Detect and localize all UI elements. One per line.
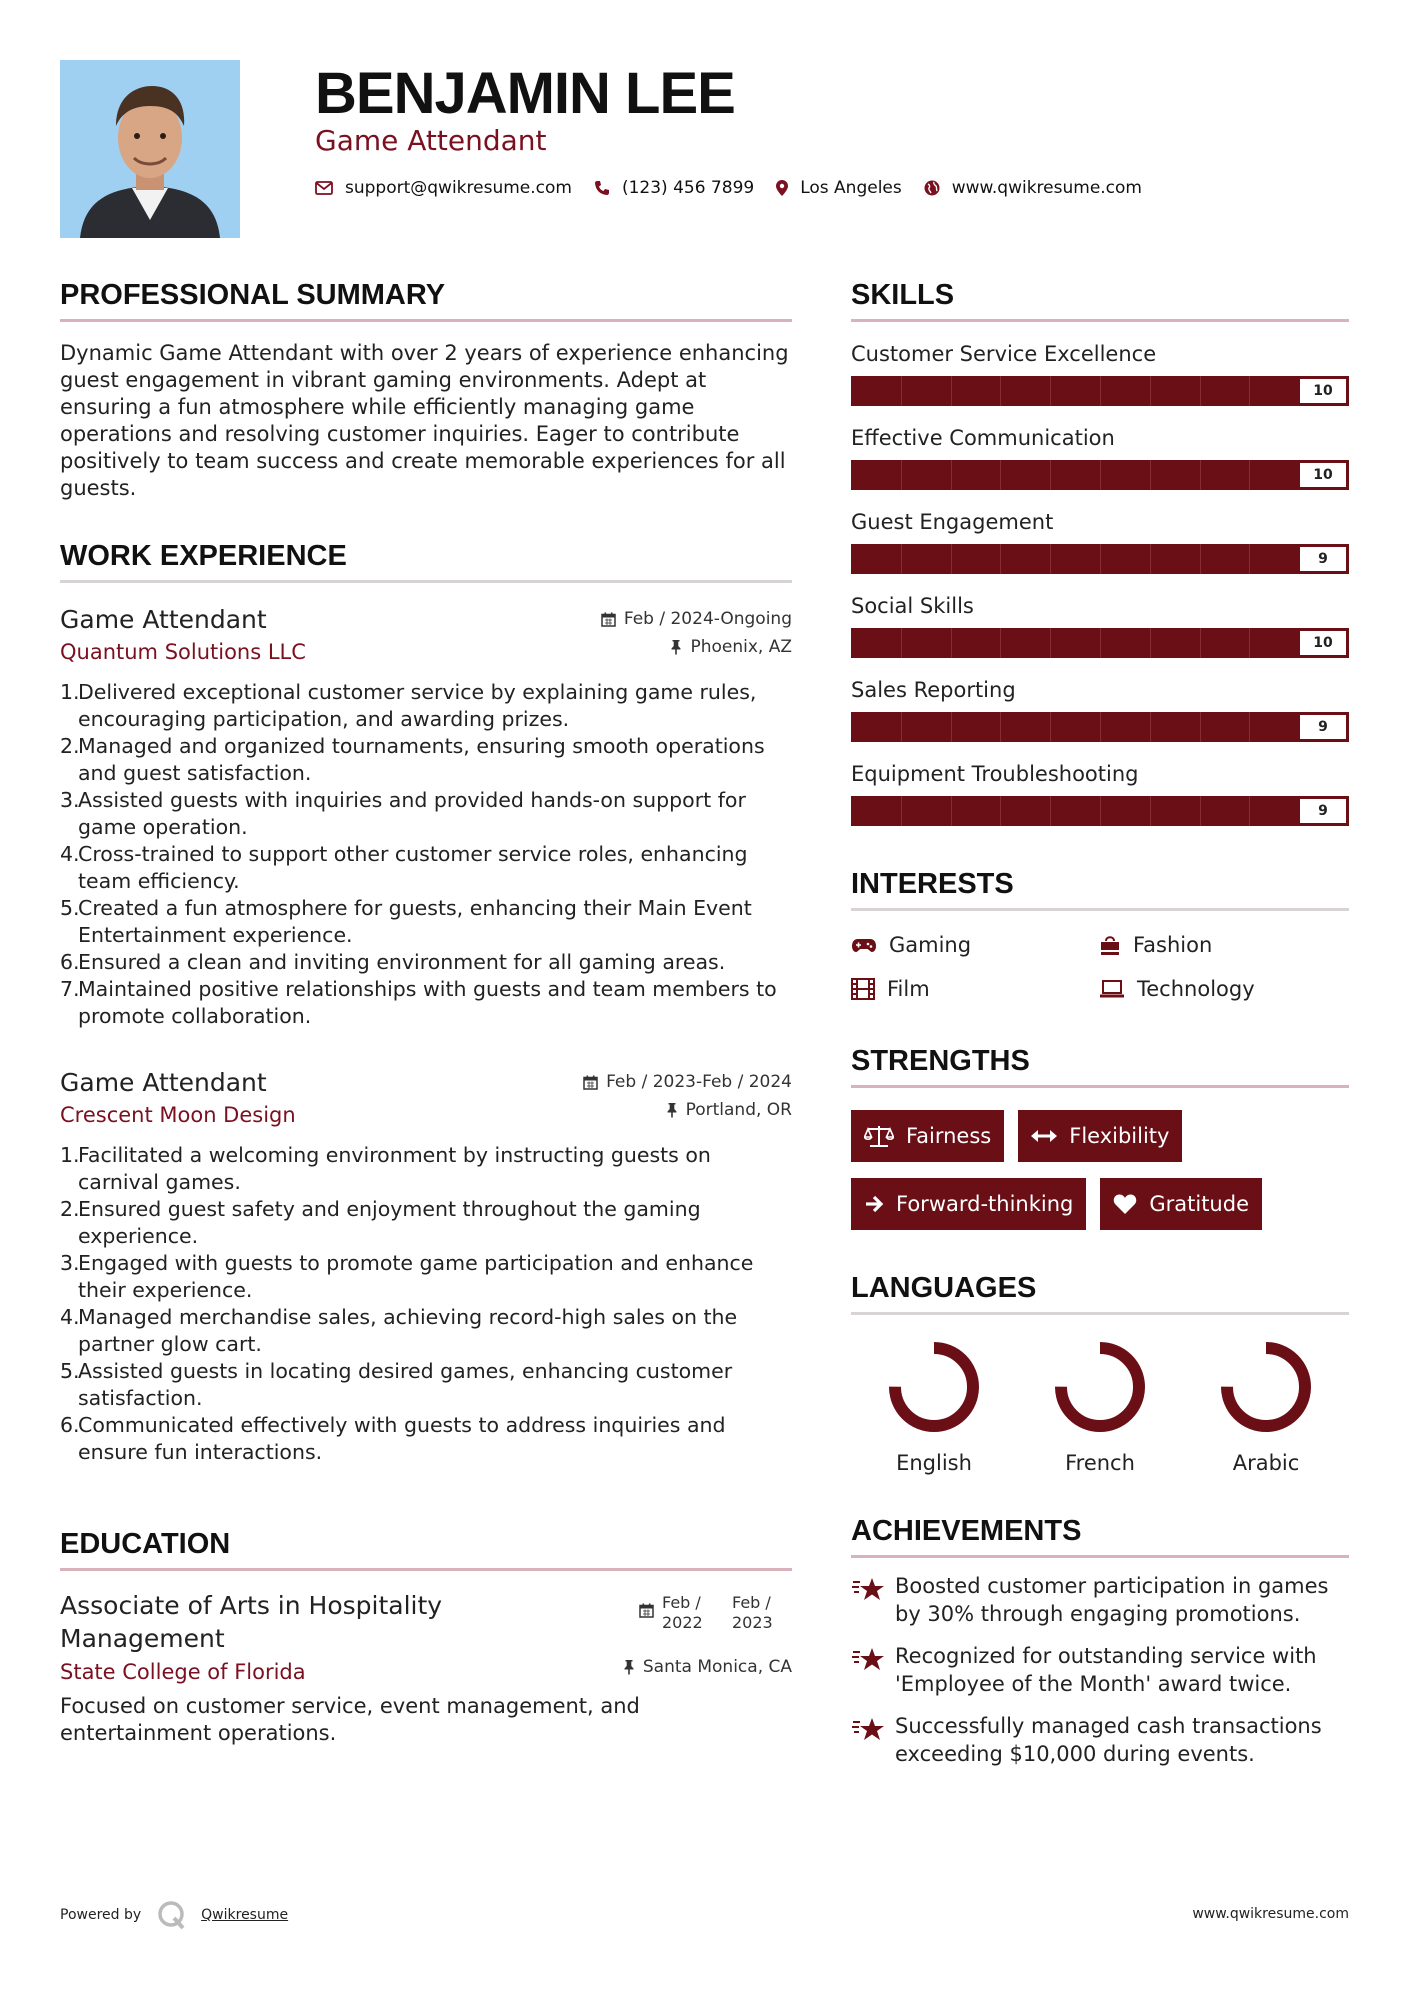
list-item: 5. Created a fun atmosphere for guests, enhancing their Main Event Entertainment experience. [60, 895, 792, 949]
list-item: 5. Assisted guests in locating desired games, enhancing customer satisfaction. [60, 1358, 792, 1412]
skills-list [851, 340, 1349, 826]
language-item [1183, 1339, 1349, 1475]
strength-chip [1100, 1178, 1262, 1230]
language-item [851, 1339, 1017, 1475]
bullet-text: Managed merchandise sales, achieving record-high sales on the partner glow cart. [78, 1305, 738, 1356]
interest-label: Gaming [889, 933, 972, 957]
calendar-icon [583, 1075, 598, 1090]
left-column [60, 275, 792, 1747]
skill-bar-segment-divider [1150, 376, 1151, 406]
skill-bar-segment-divider [1249, 796, 1250, 826]
skill-bar-segment-divider [1100, 544, 1101, 574]
skill-item [851, 508, 1349, 574]
skill-bar-segment-divider [1200, 460, 1201, 490]
skill-bar-segment-divider [1150, 460, 1151, 490]
list-item: 4. Cross-trained to support other customer service roles, enhancing team efficiency. [60, 841, 792, 895]
skill-bar-segment-divider [901, 460, 902, 490]
calendar-icon [601, 612, 616, 627]
language-level-arc [895, 1348, 973, 1426]
interest-item [1099, 933, 1349, 957]
skill-bar-segment-divider [1150, 628, 1151, 658]
languages-heading: LANGUAGES [851, 1272, 1037, 1304]
skill-bar-segment-divider [1050, 628, 1051, 658]
education-description: Focused on customer service, event management, and entertainment operations. [60, 1694, 640, 1745]
bullet-text: Created a fun atmosphere for guests, enhancing their Main Event Entertainment experience. [78, 896, 752, 947]
skill-bar [851, 628, 1349, 658]
job-location [670, 637, 792, 657]
skill-bar-fill [851, 712, 1299, 742]
job-entry [60, 603, 792, 1030]
skill-bar-segment-divider [1100, 376, 1101, 406]
globe-icon [924, 180, 940, 196]
contact-location: Los Angeles [800, 178, 902, 198]
language-level-ring [886, 1339, 982, 1435]
job-location-text: Portland, OR [685, 1100, 792, 1120]
skill-bar-segment-divider [951, 796, 952, 826]
list-item: 2. Managed and organized tournaments, ensuring smooth operations and guest satisfaction. [60, 733, 792, 787]
skill-bar-segment-divider [1249, 628, 1250, 658]
skill-bar-segment-divider [1249, 712, 1250, 742]
candidate-name: BENJAMIN LEE [315, 61, 735, 126]
footer-url[interactable]: www.qwikresume.com [1192, 1906, 1349, 1922]
skill-bar [851, 460, 1349, 490]
bullet-text: Cross-trained to support other customer service roles, enhancing team efficiency. [78, 842, 748, 893]
skill-score: 10 [1297, 376, 1349, 406]
education-section [60, 1524, 792, 1747]
skill-bar-segment-divider [901, 628, 902, 658]
star-icon [851, 1646, 895, 1672]
language-name: French [1065, 1451, 1135, 1475]
film-icon [851, 978, 875, 1000]
skill-name: Sales Reporting [851, 678, 1016, 702]
section-divider [60, 580, 792, 583]
skill-bar-segment-divider [951, 712, 952, 742]
skill-name: Social Skills [851, 594, 974, 618]
bullet-text: Communicated effectively with guests to address inquiries and ensure fun interactions. [78, 1413, 726, 1464]
language-name: Arabic [1232, 1451, 1300, 1475]
arrows-h-icon [1031, 1129, 1057, 1143]
envelope-icon [315, 181, 333, 195]
skill-bar-segment-divider [1200, 628, 1201, 658]
job-bullets [60, 679, 792, 1030]
summary-text: Dynamic Game Attendant with over 2 years of experience enhancing guest engagement in vibrant gaming environments. Adept at ensuring a fun atmosphere while efficiently managing game operations and resolving customer inquiries. Eager to contribute positively to team success and create memorable experiences for all guests. [60, 341, 789, 500]
skill-bar-segment-divider [1000, 460, 1001, 490]
experience-section [60, 536, 792, 1466]
skill-bar-segment-divider [901, 712, 902, 742]
interest-item [1099, 977, 1349, 1001]
skill-bar-segment-divider [1050, 460, 1051, 490]
degree-title: Associate of Arts in Hospitality Management [60, 1591, 443, 1653]
pushpin-icon [670, 639, 682, 655]
laptop-icon [1099, 980, 1125, 998]
skill-name: Guest Engagement [851, 510, 1054, 534]
skills-heading: SKILLS [851, 279, 955, 311]
skill-bar-segment-divider [1249, 460, 1250, 490]
section-divider [851, 1555, 1349, 1558]
bullet-text: Assisted guests in locating desired games, enhancing customer satisfaction. [78, 1359, 733, 1410]
list-item: 3. Assisted guests with inquiries and provided hands-on support for game operation. [60, 787, 792, 841]
contact-phone[interactable]: (123) 456 7899 [621, 178, 755, 198]
education-heading: EDUCATION [60, 1528, 231, 1560]
skill-bar-segment-divider [1050, 544, 1051, 574]
strength-label: Forward-thinking [896, 1192, 1074, 1216]
job-company: Crescent Moon Design [60, 1103, 296, 1127]
skill-item [851, 760, 1349, 826]
skill-bar-segment-divider [1100, 796, 1101, 826]
contact-email[interactable]: support@qwikresume.com [345, 178, 572, 198]
strength-label: Gratitude [1149, 1192, 1249, 1216]
bullet-text: Delivered exceptional customer service by explaining game rules, encouraging participation, and awarding prizes. [78, 680, 757, 731]
summary-heading: PROFESSIONAL SUMMARY [60, 279, 446, 311]
strength-label: Flexibility [1069, 1124, 1170, 1148]
interest-label: Film [887, 977, 930, 1001]
skill-name: Equipment Troubleshooting [851, 762, 1139, 786]
language-level-ring [1052, 1339, 1148, 1435]
school-name: State College of Florida [60, 1660, 306, 1684]
section-divider [851, 319, 1349, 322]
list-item: 7. Maintained positive relationships with guests and team members to promote collaboration. [60, 976, 792, 1030]
skill-bar-segment-divider [1000, 712, 1001, 742]
section-divider [851, 1085, 1349, 1088]
experience-heading: WORK EXPERIENCE [60, 540, 347, 572]
achievements-heading: ACHIEVEMENTS [851, 1515, 1082, 1547]
skill-bar-fill [851, 544, 1299, 574]
section-divider [851, 1312, 1349, 1315]
candidate-title: Game Attendant [315, 124, 547, 157]
strengths-heading: STRENGTHS [851, 1045, 1030, 1077]
skill-bar-segment-divider [1000, 628, 1001, 658]
skill-bar-segment-divider [1200, 712, 1201, 742]
skill-score: 9 [1297, 712, 1349, 742]
list-item: 1. Delivered exceptional customer service by explaining game rules, encouraging participation, and awarding prizes. [60, 679, 792, 733]
language-level-arc [1227, 1348, 1305, 1426]
education-end-year: 2023 [732, 1613, 773, 1632]
education-end-month: Feb / [732, 1593, 771, 1612]
achievement-item [851, 1712, 1349, 1768]
interests-section [851, 864, 1349, 1001]
skill-bar-segment-divider [1100, 460, 1101, 490]
balance-scale-icon [864, 1125, 894, 1147]
education-start-year: 2022 [662, 1613, 703, 1632]
skill-bar-segment-divider [1000, 376, 1001, 406]
skill-item [851, 676, 1349, 742]
heart-icon [1113, 1193, 1137, 1215]
bullet-text: Engaged with guests to promote game participation and enhance their experience. [78, 1251, 754, 1302]
skill-bar-segment-divider [1050, 796, 1051, 826]
skill-bar-segment-divider [1249, 376, 1250, 406]
skill-score: 9 [1297, 544, 1349, 574]
achievement-text: Recognized for outstanding service with 'Employee of the Month' award twice. [895, 1644, 1317, 1696]
education-start-month: Feb / [662, 1593, 701, 1612]
skills-section [851, 275, 1349, 826]
skill-bar-segment-divider [1249, 544, 1250, 574]
bullet-text: Assisted guests with inquiries and provided hands-on support for game operation. [78, 788, 746, 839]
skill-bar-segment-divider [1150, 544, 1151, 574]
shopping-bag-icon [1099, 934, 1121, 956]
list-item: 2. Ensured guest safety and enjoyment throughout the gaming experience. [60, 1196, 792, 1250]
skill-name: Customer Service Excellence [851, 342, 1157, 366]
skill-bar-segment-divider [1100, 712, 1101, 742]
skill-bar [851, 544, 1349, 574]
pushpin-icon [666, 1102, 678, 1118]
job-dates-text: Feb / 2023-Feb / 2024 [606, 1072, 792, 1092]
gamepad-icon [851, 937, 877, 953]
skill-bar-segment-divider [1200, 544, 1201, 574]
skill-bar-segment-divider [901, 376, 902, 406]
skill-bar-segment-divider [951, 628, 952, 658]
job-entry [60, 1066, 792, 1466]
skill-bar-segment-divider [1150, 712, 1151, 742]
achievement-item [851, 1642, 1349, 1698]
job-dates-text: Feb / 2024-Ongoing [623, 609, 792, 629]
job-location [666, 1100, 792, 1120]
strength-chip [851, 1178, 1086, 1230]
calendar-icon [639, 1603, 654, 1633]
language-item [1017, 1339, 1183, 1475]
skill-bar-segment-divider [1100, 628, 1101, 658]
interest-item [851, 977, 1099, 1001]
skill-bar-segment-divider [1050, 712, 1051, 742]
skill-item [851, 424, 1349, 490]
list-item: 3. Engaged with guests to promote game participation and enhance their experience. [60, 1250, 792, 1304]
phone-icon [594, 180, 610, 196]
list-item: 4. Managed merchandise sales, achieving record-high sales on the partner glow cart. [60, 1304, 792, 1358]
section-divider [60, 1568, 792, 1571]
bullet-text: Managed and organized tournaments, ensuring smooth operations and guest satisfaction. [78, 734, 765, 785]
bullet-text: Ensured guest safety and enjoyment throughout the gaming experience. [78, 1197, 701, 1248]
qwikresume-link[interactable]: Qwikresume [201, 1907, 289, 1923]
footer-powered-by [60, 1900, 288, 1930]
achievement-text: Boosted customer participation in games by 30% through engaging promotions. [895, 1574, 1329, 1626]
profile-photo [60, 60, 240, 238]
skill-bar [851, 376, 1349, 406]
contact-bar [315, 178, 1164, 198]
skill-bar-fill [851, 796, 1299, 826]
list-item: 6. Communicated effectively with guests to address inquiries and ensure fun interactions. [60, 1412, 792, 1466]
skill-item [851, 592, 1349, 658]
arrow-right-icon [864, 1194, 884, 1214]
skill-bar-segment-divider [901, 796, 902, 826]
list-item: 6. Ensured a clean and inviting environment for all gaming areas. [60, 950, 726, 974]
summary-section [60, 275, 792, 502]
achievement-text: Successfully managed cash transactions exceeding $10,000 during events. [895, 1714, 1322, 1766]
strengths-section [851, 1041, 1349, 1230]
job-dates [601, 609, 792, 629]
interest-item [851, 933, 1099, 957]
pushpin-icon [623, 1659, 635, 1675]
job-title: Game Attendant [60, 1068, 267, 1097]
school-location [623, 1657, 792, 1677]
job-location-text: Phoenix, AZ [690, 637, 792, 657]
bullet-text: Maintained positive relationships with guests and team members to promote collaboration. [78, 977, 777, 1028]
skill-bar-segment-divider [1200, 376, 1201, 406]
job-bullets [60, 1142, 792, 1466]
language-level-arc [1061, 1348, 1139, 1426]
job-title: Game Attendant [60, 605, 267, 634]
skill-item [851, 340, 1349, 406]
section-divider [60, 319, 792, 322]
achievements-section [851, 1511, 1349, 1768]
skill-bar-segment-divider [1000, 544, 1001, 574]
skill-bar-segment-divider [951, 460, 952, 490]
languages-section [851, 1268, 1349, 1475]
language-name: English [896, 1451, 972, 1475]
skill-score: 10 [1297, 460, 1349, 490]
job-dates [583, 1072, 792, 1092]
skill-bar-segment-divider [951, 376, 952, 406]
right-column [851, 275, 1349, 1768]
map-marker-icon [776, 180, 788, 196]
achievement-item [851, 1572, 1349, 1628]
bullet-text: Ensured a clean and inviting environment for all gaming areas. [78, 950, 726, 974]
skill-score: 9 [1297, 796, 1349, 826]
bullet-text: Facilitated a welcoming environment by instructing guests on carnival games. [78, 1143, 711, 1194]
strength-chip [851, 1110, 1004, 1162]
skill-bar-segment-divider [1050, 376, 1051, 406]
skill-name: Effective Communication [851, 426, 1115, 450]
qwikresume-logo-icon [157, 1900, 187, 1930]
skill-score: 10 [1297, 628, 1349, 658]
skill-bar-segment-divider [1200, 796, 1201, 826]
strength-chip [1018, 1110, 1182, 1162]
powered-by-label: Powered by [60, 1907, 142, 1923]
contact-website[interactable]: www.qwikresume.com [951, 178, 1142, 198]
skill-bar-segment-divider [1150, 796, 1151, 826]
section-divider [851, 908, 1349, 911]
list-item: 1. Facilitated a welcoming environment by instructing guests on carnival games. [60, 1142, 792, 1196]
star-icon [851, 1576, 895, 1602]
skill-bar [851, 796, 1349, 826]
education-dates [639, 1593, 792, 1633]
skill-bar-segment-divider [901, 544, 902, 574]
skill-bar-segment-divider [951, 544, 952, 574]
language-level-ring [1218, 1339, 1314, 1435]
job-company: Quantum Solutions LLC [60, 640, 306, 664]
skill-bar-segment-divider [1000, 796, 1001, 826]
interests-heading: INTERESTS [851, 868, 1014, 900]
interest-label: Fashion [1133, 933, 1213, 957]
skill-bar [851, 712, 1349, 742]
strength-label: Fairness [906, 1124, 992, 1148]
star-icon [851, 1716, 895, 1742]
school-location-text: Santa Monica, CA [642, 1657, 792, 1677]
interest-label: Technology [1137, 977, 1255, 1001]
